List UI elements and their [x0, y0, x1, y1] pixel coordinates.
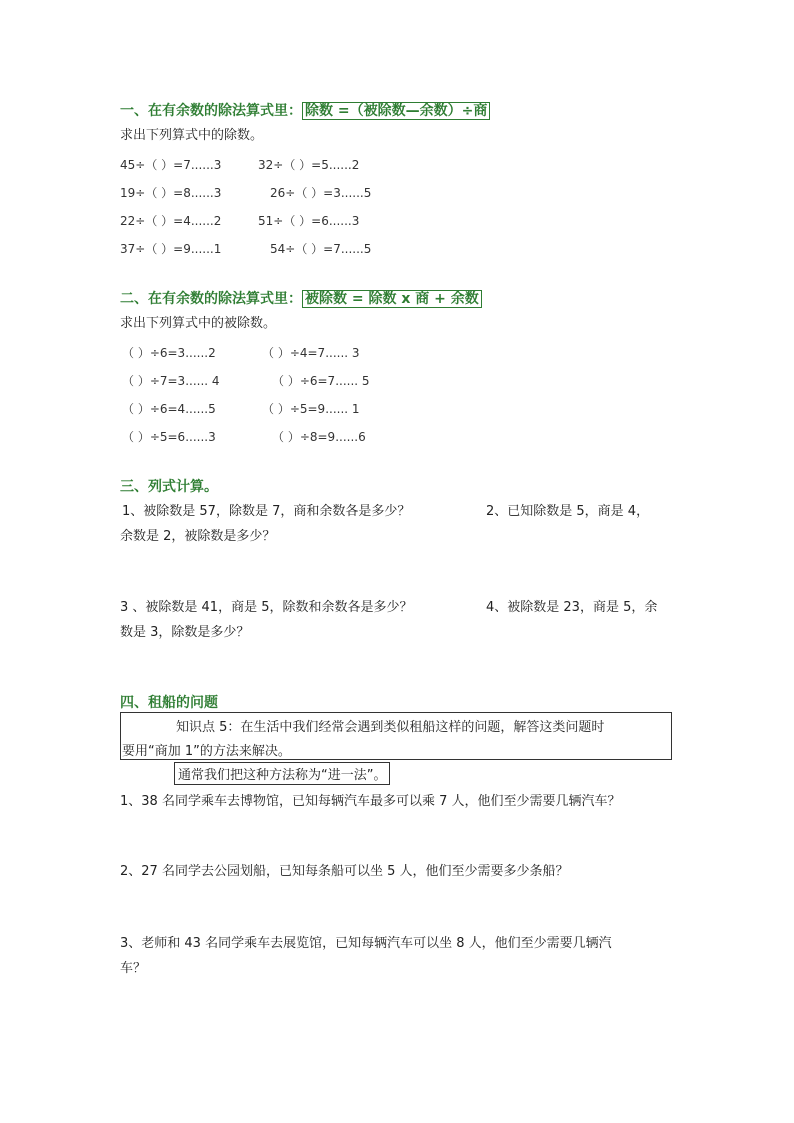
knowledge-point-line1: 知识点 5：在生活中我们经常会遇到类似租船这样的问题，解答这类问题时: [176, 720, 605, 735]
section1-formula-box: 除数 =（被除数—余数）÷商: [302, 102, 490, 120]
s1-eq-2a: 19÷（ ）=8......3: [120, 186, 222, 200]
s1-eq-3b: 51÷（ ）=6......3: [258, 214, 360, 228]
s3-question-2-line2: 余数是 2，被除数是多少？: [120, 529, 276, 544]
s1-eq-1b: 32÷（ ）=5......2: [258, 158, 360, 172]
s4-question-3-line1: 3、老师和 43 名同学乘车去展览馆，已知每辆汽车可以坐 8 人，他们至少需要几辆汽: [120, 936, 612, 951]
section2-formula-box: 被除数 = 除数 x 商 + 余数: [302, 290, 482, 308]
s2-eq-2a: （ ）÷7=3...... 4: [122, 374, 220, 388]
s1-eq-4b: 54÷（ ）=7......5: [270, 242, 372, 256]
s2-eq-4b: （ ）÷8=9......6: [272, 430, 366, 444]
section3-heading: 三、列式计算。: [120, 479, 218, 495]
s1-eq-2b: 26÷（ ）=3......5: [270, 186, 372, 200]
section2-heading: [120, 288, 482, 308]
s1-eq-1a: 45÷（ ）=7......3: [120, 158, 222, 172]
s3-question-4-line2: 数是 3，除数是多少？: [120, 625, 250, 640]
method-note-box: 通常我们把这种方法称为“进一法”。: [174, 762, 390, 785]
s2-eq-2b: （ ）÷6=7...... 5: [272, 374, 370, 388]
s2-eq-4a: （ ）÷5=6......3: [122, 430, 216, 444]
s3-question-2-line1: 2、已知除数是 5，商是 4，: [486, 504, 650, 519]
section4-heading: 四、租船的问题: [120, 695, 218, 711]
s3-question-1: 1、被除数是 57，除数是 7，商和余数各是多少？: [122, 504, 411, 519]
section1-heading-prefix: 一、在有余数的除法算式里：: [120, 103, 302, 119]
section2-intro: 求出下列算式中的被除数。: [120, 316, 277, 331]
s4-question-2: 2、27 名同学去公园划船，已知每条船可以坐 5 人，他们至少需要多少条船？: [120, 864, 569, 879]
s3-question-4-line1: 4、被除数是 23，商是 5，余: [486, 600, 658, 615]
s2-eq-3a: （ ）÷6=4......5: [122, 402, 216, 416]
s2-eq-1a: （ ）÷6=3......2: [122, 346, 216, 360]
s1-eq-4a: 37÷（ ）=9......1: [120, 242, 222, 256]
s1-eq-3a: 22÷（ ）=4......2: [120, 214, 222, 228]
s2-eq-3b: （ ）÷5=9...... 1: [262, 402, 360, 416]
s4-question-1: 1、38 名同学乘车去博物馆，已知每辆汽车最多可以乘 7 人，他们至少需要几辆汽车？: [120, 794, 621, 809]
knowledge-point-line2: 要用“商加 1”的方法来解决。: [122, 744, 291, 759]
section2-heading-prefix: 二、在有余数的除法算式里：: [120, 291, 302, 307]
section1-intro: 求出下列算式中的除数。: [120, 128, 264, 143]
s4-question-3-line2: 车？: [120, 961, 147, 976]
s2-eq-1b: （ ）÷4=7...... 3: [262, 346, 360, 360]
section1-heading: [120, 100, 490, 120]
s3-question-3: 3 、被除数是 41，商是 5，除数和余数各是多少？: [120, 600, 413, 615]
